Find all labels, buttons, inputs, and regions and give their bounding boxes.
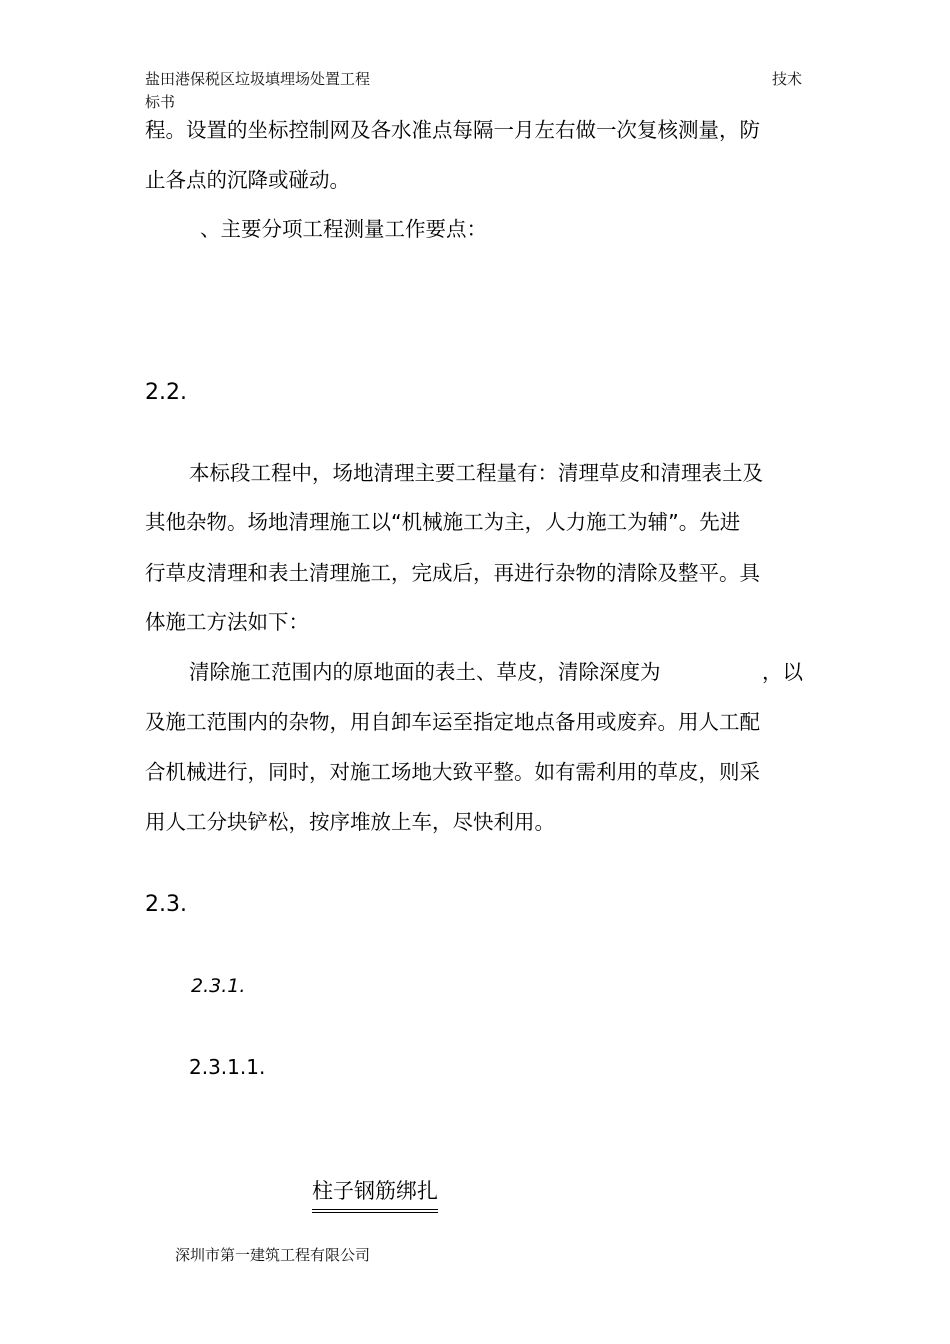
body-line-8-tail: ，以 [762,660,803,684]
header-title-continued: 标书 [145,93,176,111]
section-heading-2-2: 2.2. [145,380,187,405]
header-right-label: 技术 [772,70,803,88]
body-line-6: 行草皮清理和表土清理施工，完成后，再进行杂物的清除及整平。具 [145,561,760,585]
body-line-8: 清除施工范围内的原地面的表土、草皮，清除深度为 [189,660,661,684]
body-line-10: 合机械进行，同时，对施工场地大致平整。如有需利用的草皮，则采 [145,760,760,784]
footer-company: 深圳市第一建筑工程有限公司 [175,1246,371,1264]
body-line-4: 本标段工程中，场地清理主要工程量有：清理草皮和清理表土及 [189,461,763,485]
section-heading-2-3: 2.3. [145,892,187,917]
body-line-5: 其他杂物。场地清理施工以“机械施工为主，人力施工为辅”。先进 [145,510,741,534]
header-title: 盐田港保税区垃圾填埋场处置工程 [145,70,371,88]
figure-caption: 柱子钢筋绑扎 [312,1177,438,1213]
section-heading-2-3-1-1: 2.3.1.1. [189,1055,266,1079]
body-line-1: 程。设置的坐标控制网及各水准点每隔一月左右做一次复核测量，防 [145,118,760,142]
body-line-3: 、主要分项工程测量工作要点： [200,217,487,241]
body-line-7: 体施工方法如下： [145,610,309,634]
body-line-9: 及施工范围内的杂物，用自卸车运至指定地点备用或废弃。用人工配 [145,710,760,734]
section-heading-2-3-1: 2.3.1. [191,975,246,997]
body-line-2: 止各点的沉降或碰动。 [145,168,350,192]
body-line-11: 用人工分块铲松，按序堆放上车，尽快利用。 [145,810,555,834]
